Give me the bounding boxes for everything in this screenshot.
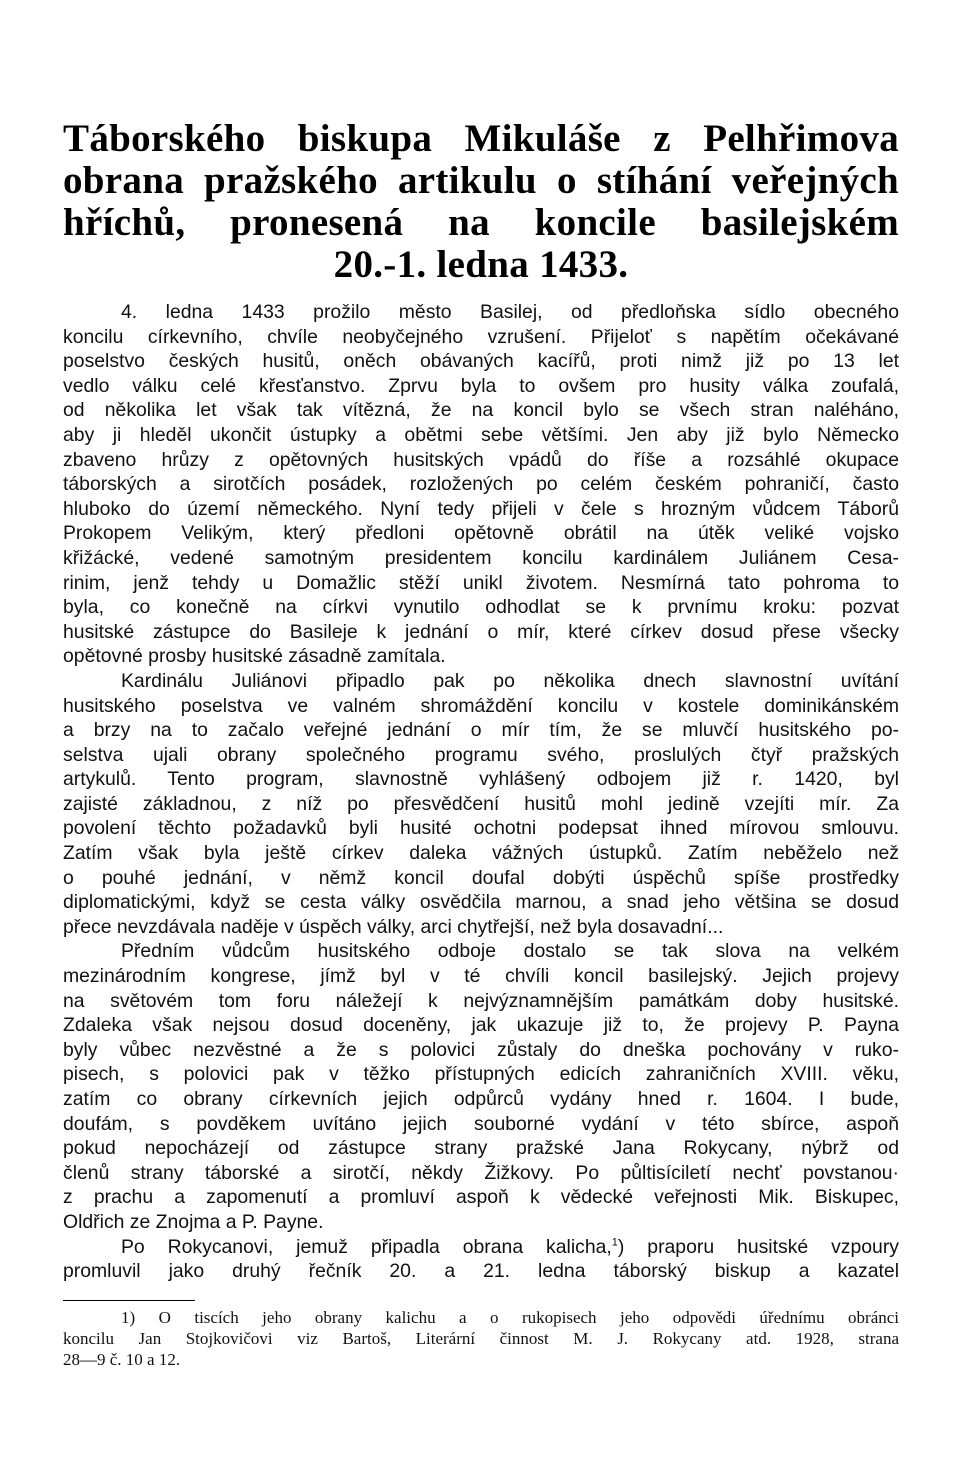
footnote-marker: 1) (121, 1307, 136, 1327)
text-line: mezinárodním kongrese, jímž byl v té chvíli koncil basilejský. Jejich projevy (63, 965, 899, 988)
document-title (63, 118, 899, 286)
footnote (63, 1307, 899, 1370)
text-line: členů strany táborské a sirotčí, někdy Žižkovy. Po půltisíciletí nechť povstanou· (63, 1161, 899, 1184)
footnote-line (63, 1307, 899, 1328)
text-line: pokud nepocházejí od zástupce strany pražské Jana Rokycany, nýbrž od (63, 1137, 899, 1160)
text-line: o pouhé jednání, v němž koncil doufal dobýti úspěchů spíše prostředky (63, 866, 899, 889)
text-line: Zdaleka však nejsou dosud doceněny, jak ukazuje již to, že projevy P. Payna (63, 1014, 899, 1037)
text-line: aby ji hleděl ukončit ústupky a obětmi sebe většími. Jen aby již bylo Německo (63, 423, 899, 446)
text-line: zatím co obrany církevních jejich odpůrců vydány hned r. 1604. I bude, (63, 1088, 899, 1110)
text-line: koncilu církevního, chvíle neobyčejného vzrušení. Přijeloť s napětím očekávané (63, 325, 899, 348)
text-line: Zatím však byla ještě církev daleka vážných ústupků. Zatím neběželo než (63, 842, 899, 865)
title-line: obrana pražského artikulu o stíhání veřejných (63, 159, 899, 202)
footnote-line: 28—9 č. 10 a 12. (63, 1349, 181, 1369)
title-line: Táborského biskupa Mikuláše z Pelhřimova (63, 117, 899, 160)
text-line: táborských a sirotčích posádek, rozložených po celém českém pohraničí, často (63, 473, 899, 496)
text-line: Prokopem Velikým, který předloni opětovně obrátil na útěk veliké vojsko (63, 522, 899, 545)
footnote-line: koncilu Jan Stojkovičovi viz Bartoš, Literární činnost M. J. Rokycany atd. 1928, strana (63, 1328, 899, 1348)
text-line: Předním vůdcům husitského odboje dostalo se tak slova na velkém (121, 940, 899, 963)
title-line: 20.-1. ledna 1433. (333, 243, 629, 286)
text-line: vedlo válku celé křesťanstvo. Zprvu byla to ovšem pro husity válka zoufalá, (63, 374, 899, 397)
text-line: zajisté základnou, z níž po přesvědčení husitů mohl jedině vzejíti mír. Za (63, 792, 899, 815)
title-line: hříchů, pronesená na koncile basilejském (63, 201, 899, 244)
text-line: z prachu a zapomenutí a promluví aspoň k vědecké veřejnosti Mik. Biskupec, (63, 1186, 899, 1209)
footnote-reference: 1 (611, 1236, 618, 1249)
text-line: povolení těchto požadavků byli husité ochotni podepsat ihned mírovou smlouvu. (63, 817, 899, 840)
text-line: Oldřich ze Znojma a P. Payne. (63, 1210, 324, 1233)
text-line: promluvil jako druhý řečník 20. a 21. ledna táborský biskup a kazatel (63, 1260, 899, 1283)
text-line: na světovém tom foru náležejí k nejvýznamnějším památkám doby husitské. (63, 989, 899, 1012)
body-text (63, 300, 899, 1284)
text-line: 4. ledna 1433 prožilo město Basilej, od předloňska sídlo obecného (121, 301, 899, 323)
text-fragment: O tiscích jeho obrany kalichu a o rukopisech jeho odpovědi úřednímu obránci (158, 1307, 899, 1327)
paragraph-3 (63, 939, 899, 1234)
text-line: hluboko do území německého. Nyní tedy přijeli v čele s hrozným vůdcem Táborů (63, 497, 899, 520)
paragraph-4 (63, 1235, 899, 1284)
text-line: křižácké, vedené samotným presidentem koncilu kardinálem Juliánem Cesa- (63, 546, 899, 569)
text-line: Kardinálu Juliánovi připadlo pak po několika dnech slavnostní uvítání (121, 669, 899, 692)
text-line: byla, co konečně na církvi vynutilo odhodlat se k prvnímu kroku: pozvat (63, 596, 899, 619)
text-line: diplomatickými, když se cesta války osvědčila marnou, a snad jeho většina se dosud (63, 891, 899, 914)
text-line: a brzy na to začalo veřejné jednání o mír tím, že se mluvčí husitského po- (63, 719, 899, 742)
text-fragment: ) praporu husitské vzpoury (617, 1235, 899, 1258)
text-line: pisech, s polovici pak v těžko přístupných edicích zahraničních XVIII. věku, (63, 1063, 899, 1086)
text-line: rinim, jenž tehdy u Domažlic stěží unikl životem. Nesmírná tato pohroma to (63, 571, 899, 594)
footnote-divider (63, 1300, 195, 1301)
document-page (63, 118, 899, 1370)
text-line: husitské zástupce do Basileje k jednání o mír, které církev dosud přese všecky (63, 620, 899, 643)
text-line: byly vůbec nezvěstné a že s polovici zůstaly do dneška pochovány v ruko- (63, 1038, 899, 1061)
text-line: od několika let však tak vítězná, že na koncil bylo se všech stran naléháno, (63, 399, 899, 422)
text-fragment: Po Rokycanovi, jemuž připadla obrana kalicha, (121, 1235, 612, 1258)
text-line: zbaveno hrůzy z opětovných husitských vpádů do říše a rozsáhlé okupace (63, 448, 899, 471)
text-line: selstva ujali obrany společného programu svého, proslulých čtyř pražských (63, 743, 899, 766)
text-line: přece nevzdávala naděje v úspěch války, arci chytřejší, než byla dosavadní... (63, 915, 724, 938)
text-line: opětovné prosby husitské zásadně zamítala. (63, 645, 446, 668)
paragraph-2 (63, 669, 899, 940)
text-line: artykulů. Tento program, slavnostně vyhlášený odbojem již r. 1420, byl (63, 768, 899, 791)
text-line: poselstvo českých husitů, oněch obávaných kacířů, proti nimž již po 13 let (63, 350, 899, 373)
text-line: doufám, s povděkem uvítáno jejich souborné vydání v této sbírce, aspoň (63, 1112, 899, 1135)
text-line: husitského poselstva ve valném shromáždění koncilu v kostele dominikánském (63, 694, 899, 717)
paragraph-1 (63, 300, 899, 669)
text-line (63, 1235, 899, 1260)
